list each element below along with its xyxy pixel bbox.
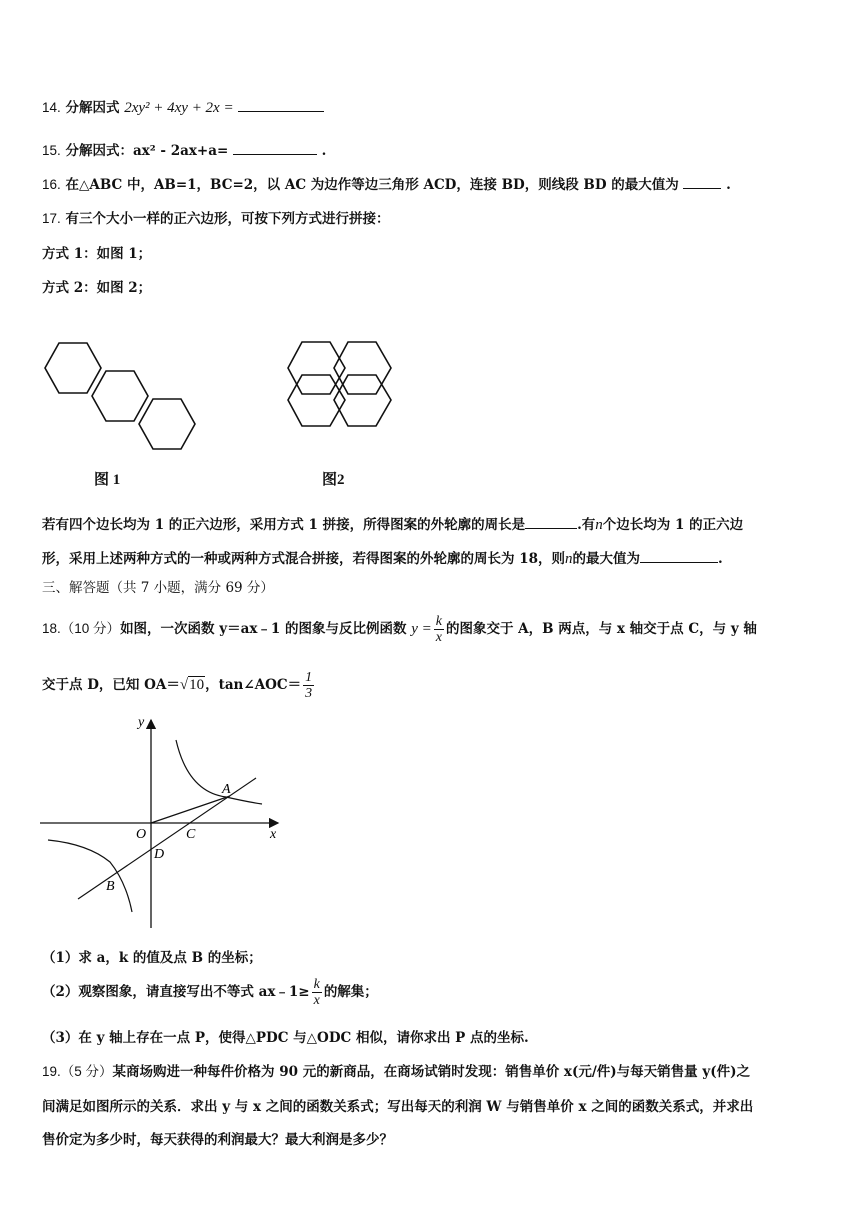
text: 某商场购进一种每件价格为 90 元的新商品，在商场试销时发现：销售单价 x(元/件)与每天销售量 y(件)之 <box>112 1064 751 1080</box>
question-number: 16. <box>42 177 61 192</box>
segment-OA <box>151 796 230 823</box>
question-number: 19. <box>42 1064 61 1079</box>
question-number: 18. <box>42 621 61 636</box>
question-number: 14. <box>42 100 61 115</box>
answer-blank <box>525 516 577 529</box>
q18-sub-1: （1）求 a，k 的值及点 B 的坐标； <box>42 950 262 966</box>
answer-blank <box>233 142 317 155</box>
hexagon <box>45 343 101 393</box>
fraction-k-over-x <box>434 614 444 645</box>
math-y: y = <box>411 621 432 637</box>
text: 的解集； <box>323 984 378 1000</box>
question-number: 17. <box>42 211 61 226</box>
answer-blank <box>683 176 721 189</box>
denominator: 3 <box>305 686 313 701</box>
score: （10 分） <box>60 621 121 636</box>
q17-line-1 <box>42 513 743 534</box>
numerator: 1 <box>305 670 313 685</box>
question-text: 有三个大小一样的正六边形，可按下列方式进行拼接： <box>65 211 390 227</box>
question-19-line-1 <box>42 1060 750 1080</box>
fraction-one-third <box>303 670 314 701</box>
hyperbola-branch-lower <box>48 840 132 912</box>
period: . <box>718 551 723 567</box>
denominator: x <box>435 630 442 645</box>
label-x: x <box>270 827 277 842</box>
way-1: 方式 1：如图 1； <box>42 246 152 262</box>
hexagon-figure-1 <box>40 335 205 460</box>
text: 个边长均为 1 的正六边 <box>602 517 744 533</box>
hexagon <box>139 399 195 449</box>
question-16 <box>42 173 731 193</box>
q18-sub-3: （3）在 y 轴上存在一点 P，使得△PDC 与△ODC 相似，请你求出 P 点的坐标. <box>42 1030 529 1046</box>
question-text: 在△ABC 中，AB=1，BC=2，以 AC 为边作等边三角形 ACD，连接 BD，则线段 BD 的最大值为 <box>65 177 679 193</box>
sqrt-10: √10 <box>179 677 205 693</box>
question-number: 15. <box>42 143 61 158</box>
text: 若有四个边长均为 1 的正六边形，采用方式 1 拼接，所得图案的外轮廓的周长是 <box>42 517 526 533</box>
question-text: 分解因式 <box>65 100 120 116</box>
label-B: B <box>106 879 115 894</box>
text: ，tan∠AOC＝ <box>205 677 302 693</box>
question-17 <box>42 207 389 227</box>
function-graph <box>38 712 288 932</box>
numerator: k <box>313 977 320 992</box>
radicand: 10 <box>189 677 205 693</box>
figure-2-label: 图2 <box>322 472 345 488</box>
label-C: C <box>186 827 196 842</box>
math-expression: 2xy² + 4xy + 2x = <box>124 100 234 116</box>
text: 的图象交于 A，B 两点，与 x 轴交于点 C，与 y 轴 <box>445 621 757 637</box>
label-y: y <box>138 715 145 730</box>
hexagon-figure-2 <box>284 337 404 432</box>
hexagon <box>92 371 148 421</box>
hyperbola-branch-upper <box>176 740 262 804</box>
answer-blank <box>238 99 324 112</box>
period: . <box>726 177 731 193</box>
label-O: O <box>136 827 147 842</box>
figure-1-label: 图 1 <box>94 472 121 488</box>
question-18-line-2 <box>42 670 316 701</box>
answer-blank <box>640 550 718 563</box>
period: . <box>321 143 327 159</box>
way-2: 方式 2：如图 2； <box>42 280 152 296</box>
question-14 <box>42 96 324 117</box>
fraction-k-over-x <box>312 977 322 1008</box>
q18-sub-2 <box>42 977 378 1008</box>
text: 形，采用上述两种方式的一种或两种方式混合拼接，若得图案的外轮廓的周长为 18，则 <box>42 551 565 567</box>
text: 交于点 D，已知 OA＝ <box>42 677 180 693</box>
numerator: k <box>435 614 442 629</box>
question-19-line-3: 售价定为多少时，每天获得的利润最大？最大利润是多少？ <box>42 1132 393 1148</box>
denominator: x <box>313 993 320 1008</box>
section-heading: 三、解答题（共 7 小题，满分 69 分） <box>42 580 274 596</box>
variable-n: n <box>595 517 603 533</box>
text: 如图，一次函数 y＝ax﹣1 的图象与反比例函数 <box>120 621 407 637</box>
question-text: 分解因式：ax² - 2ax+a= <box>65 143 229 159</box>
text: 的最大值为 <box>572 551 640 567</box>
question-19-line-2: 间满足如图所示的关系．求出 y 与 x 之间的函数关系式；写出每天的利润 W 与销售单价 x 之间的函数关系式，并求出 <box>42 1099 754 1115</box>
question-15 <box>42 139 326 159</box>
label-D: D <box>154 847 165 862</box>
q17-line-2 <box>42 547 723 568</box>
label-A: A <box>222 782 231 797</box>
score: （5 分） <box>60 1064 113 1079</box>
variable-n: n <box>565 551 573 567</box>
text: .有 <box>577 517 596 533</box>
text: （2）观察图象，请直接写出不等式 ax﹣1≥ <box>42 984 310 1000</box>
question-18-line-1 <box>42 614 757 645</box>
